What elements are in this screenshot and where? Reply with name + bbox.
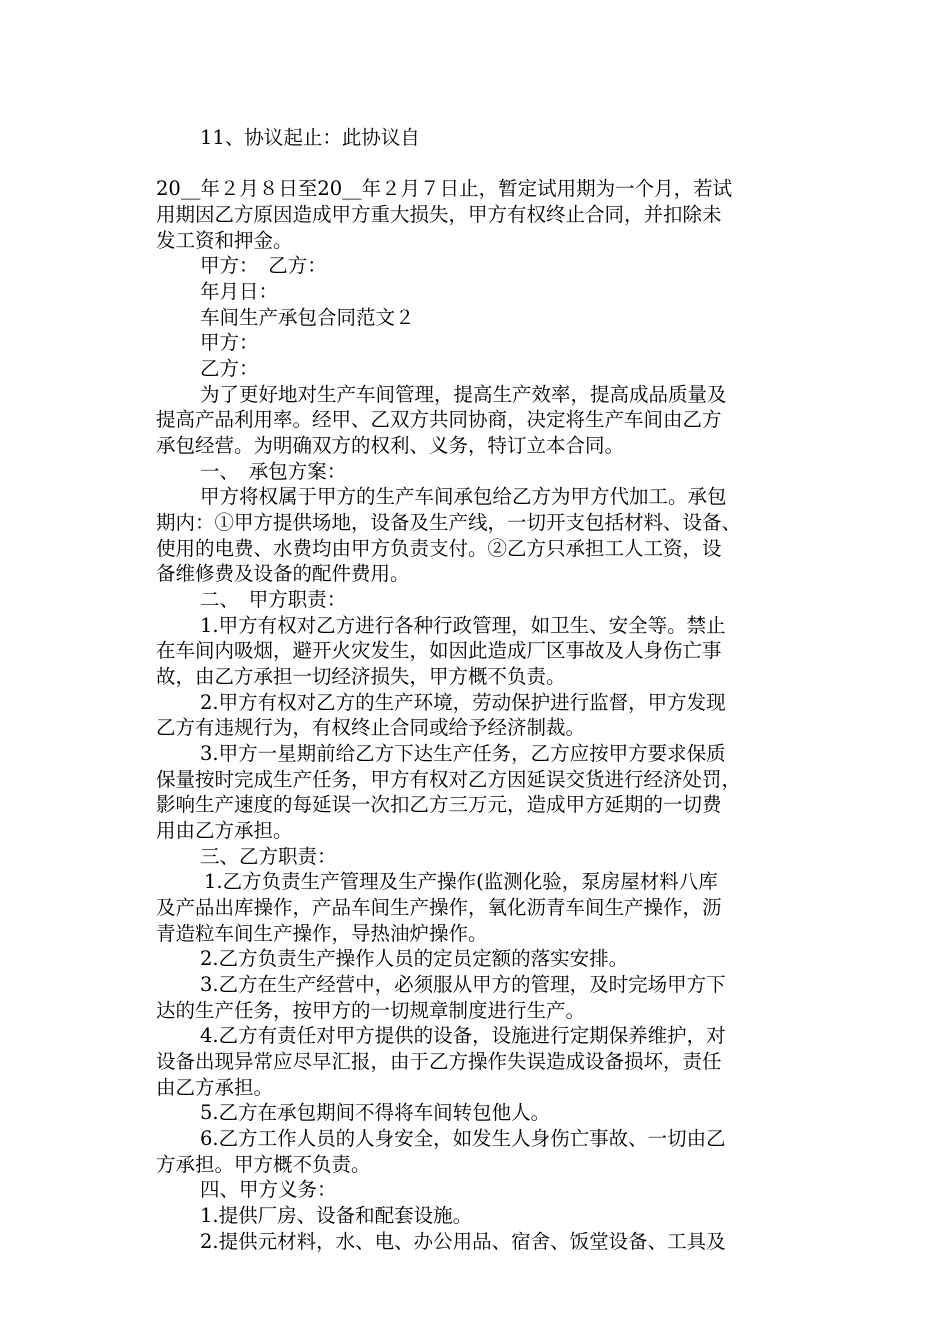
text-line: 承包经营。为明确双方的权利、义务，特订立本合同。 [156, 434, 625, 457]
text-line: 甲方： [200, 331, 259, 354]
text-line: 2.乙方负责生产操作人员的定员定额的落实安排。 [200, 947, 629, 970]
text-line: 三、乙方职责： [200, 845, 337, 868]
text-line: 二、 甲方职责： [200, 588, 347, 611]
text-line: 为了更好地对生产车间管理，提高生产效率，提高成品质量及 [200, 383, 727, 406]
text-line: 年月日： [200, 280, 279, 303]
text-line: 3.乙方在生产经营中，必须服从甲方的管理，及时完场甲方下 [200, 973, 726, 996]
text-line: 2.提供元材料，水、电、办公用品、宿舍、饭堂设备、工具及 [200, 1230, 726, 1253]
text-line: 使用的电费、水费均由甲方负责支付。②乙方只承担工人工资，设 [156, 537, 722, 560]
text-line: 一、 承包方案： [200, 460, 347, 483]
text-line: 提高产品利用率。经甲、乙双方共同协商，决定将生产车间由乙方 [156, 408, 722, 431]
text-line: 在车间内吸烟，避开火灾发生，如因此造成厂区事故及人身伤亡事 [156, 639, 722, 662]
text-line: 6.乙方工作人员的人身安全，如发生人身伤亡事故、一切由乙 [200, 1127, 726, 1150]
text-line: 甲方将权属于甲方的生产车间承包给乙方为甲方代加工。承包 [200, 485, 727, 508]
text-line: 故，由乙方承担一切经济损失，甲方概不负责。 [156, 665, 566, 688]
text-line: 乙方： [200, 357, 259, 380]
text-line: 乙方有违规行为，有权终止合同或给予经济制裁。 [156, 716, 586, 739]
text-line: 1.乙方负责生产管理及生产操作(监测化验，泵房屋材料八库 [204, 870, 718, 893]
text-line: 设备出现异常应尽早汇报，由于乙方操作失误造成设备损坏，责任 [156, 1050, 722, 1073]
text-line: 用期因乙方原因造成甲方重大损失，甲方有权终止合同，并扣除未 [156, 203, 722, 226]
text-line: 影响生产速度的每延误一次扣乙方三万元，造成甲方延期的一切费 [156, 793, 722, 816]
text-line: 5.乙方在承包期间不得将车间转包他人。 [200, 1101, 551, 1124]
text-line: 11、协议起止：此协议自 [200, 126, 420, 149]
text-line: 期内：①甲方提供场地，设备及生产线，一切开支包括材料、设备、 [156, 511, 742, 534]
text-line: 3.甲方一星期前给乙方下达生产任务，乙方应按甲方要求保质 [200, 742, 726, 765]
text-line: 20__年２月８日至20__年２月７日止，暂定试用期为一个月，若试 [156, 177, 733, 200]
text-line: 4.乙方有责任对甲方提供的设备，设施进行定期保养维护，对 [200, 1024, 726, 1047]
text-line: 车间生产承包合同范文２ [200, 306, 415, 329]
text-line: 1.提供厂房、设备和配套设施。 [200, 1204, 473, 1227]
text-line: 及产品出库操作，产品车间生产操作，氧化沥青车间生产操作，沥 [156, 896, 722, 919]
text-line: 由乙方承担。 [156, 1076, 274, 1099]
text-line: 保量按时完成生产任务，甲方有权对乙方因延误交货进行经济处罚， [156, 768, 742, 791]
text-line: 用由乙方承担。 [156, 819, 293, 842]
text-line: 达的生产任务，按甲方的一切规章制度进行生产。 [156, 999, 586, 1022]
text-line: 备维修费及设备的配件费用。 [156, 562, 410, 585]
text-line: 方承担。甲方概不负责。 [156, 1153, 371, 1176]
text-line: 2.甲方有权对乙方的生产环境，劳动保护进行监督，甲方发现 [200, 691, 726, 714]
text-line: 发工资和押金。 [156, 229, 293, 252]
text-line: 1.甲方有权对乙方进行各种行政管理，如卫生、安全等。禁止 [200, 614, 726, 637]
text-line: 甲方： 乙方： [200, 254, 327, 277]
text-line: 四、甲方义务： [200, 1178, 337, 1201]
text-line: 青造粒车间生产操作，导热油炉操作。 [156, 922, 488, 945]
